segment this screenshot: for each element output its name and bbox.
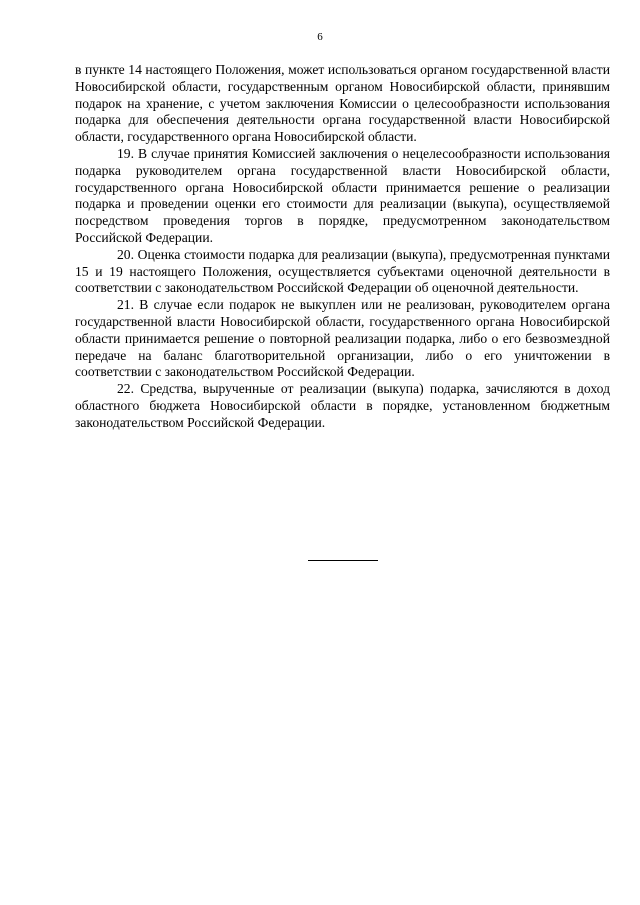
paragraph-continuation: в пункте 14 настоящего Положения, может использоваться органом государственной власти Новосибирской области, государственным органом Новосибирской области, принявшим подарок на хранение, с учетом заключения Комиссии о целесообразности использования подарка для обеспечения деятельности органа государственной власти Новосибирской области, государственного органа Новосибирской области. (75, 62, 610, 145)
paragraph-19: 19. В случае принятия Комиссией заключения о нецелесообразности использования подарка руководителем органа государственной власти Новосибирской области, государственного органа Новосибирской области принимается решение о реализации подарка и проведении оценки его стоимости для реализации (выкупа), осуществляемой посредством проведения торгов в порядке, предусмотренном законодательством Российской Федерации. (75, 145, 610, 245)
paragraph-21: 21. В случае если подарок не выкуплен или не реализован, руководителем органа государственной власти Новосибирской области, государственного органа Новосибирской области принимается решение о повторной реализации подарка, либо о его безвозмездной передаче на баланс благотворительной организации, либо о его уничтожении в соответствии с законодательством Российской Федерации. (75, 297, 610, 380)
paragraph-20: 20. Оценка стоимости подарка для реализации (выкупа), предусмотренная пунктами 15 и 19 настоящего Положения, осуществляется субъектами оценочной деятельности в соответствии с законодательством Российской Федерации об оценочной деятельности. (75, 246, 610, 296)
paragraph-22: 22. Средства, вырученные от реализации (выкупа) подарка, зачисляются в доход областного бюджета Новосибирской области в порядке, установленном бюджетным законодательством Российской Федерации. (75, 381, 610, 430)
end-of-document-rule (308, 560, 378, 561)
document-body (75, 62, 610, 432)
page-number: 6 (317, 31, 323, 43)
